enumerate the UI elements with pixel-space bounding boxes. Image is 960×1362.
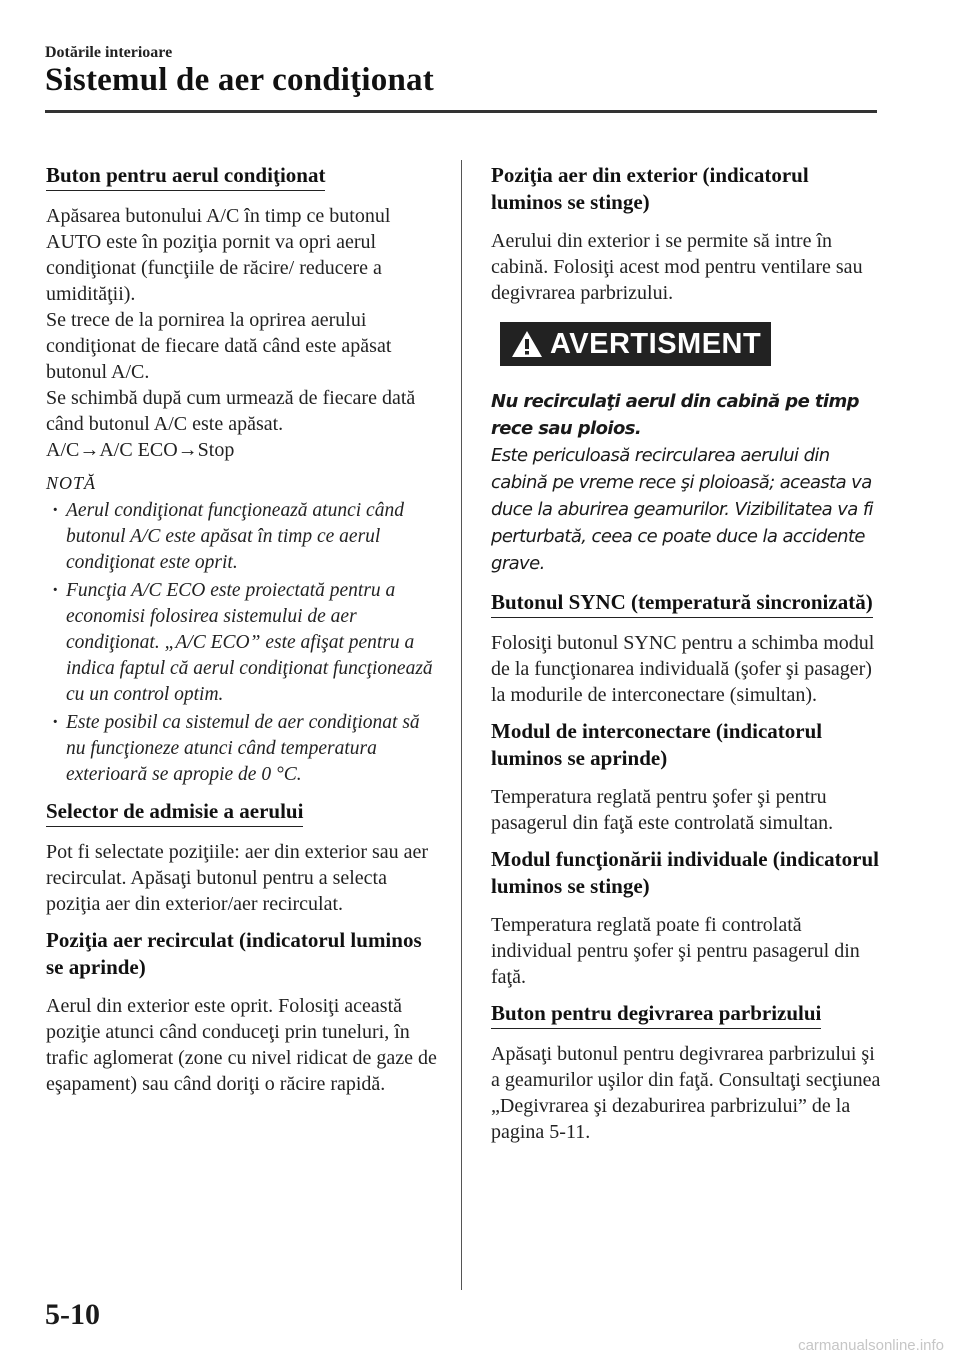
note-heading: NOTĂ xyxy=(46,473,97,493)
ac-paragraph-2: Se trece de la pornirea la oprirea aerului condiţionat de fiecare dată când este apăsat butonul A/C. xyxy=(46,309,392,383)
watermark: carmanualsonline.info xyxy=(798,1337,944,1354)
sync-paragraph: Folosiţi butonul SYNC pentru a schimba modul de la funcţionarea individuală (şofer şi pasager) la modurile de interconectare (simultan). xyxy=(491,632,875,706)
defrost-paragraph: Apăsaţi butonul pentru degivrarea parbrizului şi a geamurilor uşilor din faţă. Consultaţi secţiunea „Degivrarea şi dezaburirea parbrizului” de la pagina 5-11. xyxy=(491,1043,881,1143)
warning-banner xyxy=(500,322,771,366)
air-intake-heading: Selector de admisie a aerului xyxy=(46,798,438,827)
page-number: 5-10 xyxy=(45,1298,100,1331)
ac-paragraph-3: Se schimbă după cum urmează de fiecare dată când butonul A/C este apăsat. xyxy=(46,387,416,435)
note-item: · Aerul condiţionat funcţionează atunci când butonul A/C este apăsat în timp ce aerul condiţionat este oprit. xyxy=(46,498,438,576)
sync-button-heading: Butonul SYNC (temperatură sincronizată) xyxy=(491,589,883,618)
page-title: Sistemul de aer condiţionat xyxy=(45,62,434,98)
left-column xyxy=(46,162,438,1107)
warning-triangle-icon xyxy=(510,329,544,359)
note-item: · Este posibil ca sistemul de aer condiţionat să nu funcţioneze atunci când temperatura exterioară se apropie de 0 °C. xyxy=(46,710,438,788)
ac-paragraph-1: Apăsarea butonului A/C în timp ce butonul AUTO este în poziţia pornit va opri aerul condiţionat (funcţiile de răcire/ reducere a umidităţii). xyxy=(46,205,391,305)
warning-bold-text: Nu recirculaţi aerul din cabină pe timp rece sau ploios. xyxy=(491,391,859,439)
outside-air-heading: Poziţia aer din exterior (indicatorul luminos se stinge) xyxy=(491,163,809,214)
individual-paragraph: Temperatura reglată poate fi controlată individual pentru şofer şi pentru pasagerul din faţă. xyxy=(491,914,860,988)
defrost-button-heading: Buton pentru degivrarea parbrizului xyxy=(491,1000,883,1029)
interconnect-mode-heading: Modul de interconectare (indicatorul luminos se aprinde) xyxy=(491,719,823,770)
air-intake-paragraph: Pot fi selectate poziţiile: aer din exterior sau aer recirculat. Apăsaţi butonul pentru a selecta poziţia aer din exterior/aer recirculat. xyxy=(46,841,429,915)
individual-mode-heading: Modul funcţionării individuale (indicatorul luminos se stinge) xyxy=(491,847,879,898)
header-divider xyxy=(45,110,877,113)
interconnect-paragraph: Temperatura reglată pentru şofer şi pentru pasagerul din faţă este controlată simultan. xyxy=(491,786,834,834)
column-divider xyxy=(461,160,462,1290)
warning-label: AVERTISMENT xyxy=(550,327,762,360)
note-list xyxy=(46,498,438,788)
ac-cycle-sequence: A/C→A/C ECO→Stop xyxy=(46,439,235,461)
outside-air-paragraph: Aerului din exterior i se permite să intre în cabină. Folosiţi acest mod pentru ventilare sau degivrarea parbrizului. xyxy=(491,230,863,304)
recirculate-paragraph: Aerul din exterior este oprit. Folosiţi această poziţie atunci când conduceţi prin tuneluri, în trafic aglomerat (zone cu nivel ridicat de gaze de eşapament) sau când doriţi o răcire rapidă. xyxy=(46,995,437,1095)
section-label: Dotările interioare xyxy=(45,44,173,61)
warning-body-text: Este periculoasă recircularea aerului din cabină pe vreme rece şi ploioasă; aceasta va duce la aburirea geamurilor. Vizibilitatea va fi perturbată, ceea ce poate duce la accidente grave. xyxy=(491,445,873,574)
note-item: · Funcţia A/C ECO este proiectată pentru a economisi folosirea sistemului de aer condiţionat. „A/C ECO” este afişat pentru a indica faptul că aerul condiţionat funcţionează cu un control optim. xyxy=(46,578,438,708)
recirculate-heading: Poziţia aer recirculat (indicatorul luminos se aprinde) xyxy=(46,928,422,979)
right-column xyxy=(491,162,883,1155)
ac-button-heading: Buton pentru aerul condiţionat xyxy=(46,162,438,191)
